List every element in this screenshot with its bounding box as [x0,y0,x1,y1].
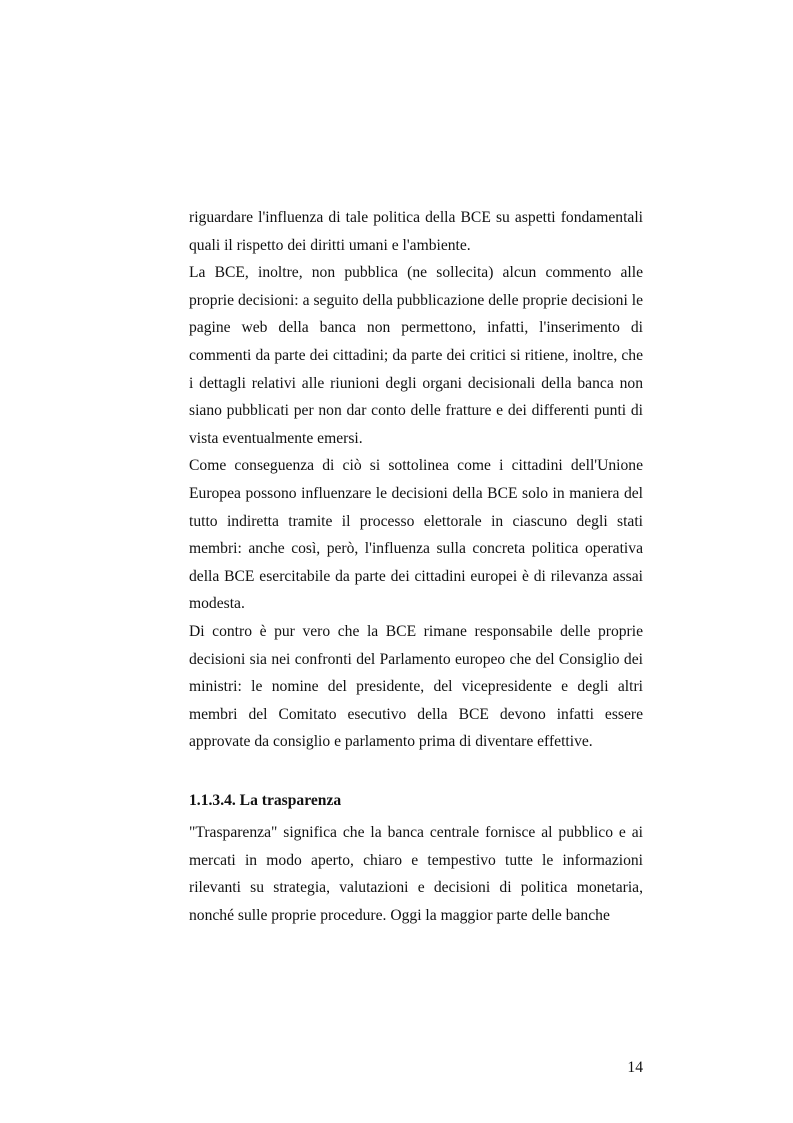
paragraph: La BCE, inoltre, non pubblica (ne sollecita) alcun commento alle proprie decisioni: a seguito della pubblicazione delle proprie decisioni le pagine web della banca non permettono, infatti, l'inserimento di commenti da parte dei cittadini; da parte dei critici si ritiene, inoltre, che i dettagli relativi alle riunioni degli organi decisionali della banca non siano pubblicati per non dar conto delle fratture e dei differenti punti di vista eventualmente emersi. [189,264,643,447]
paragraph: Come conseguenza di ciò si sottolinea come i cittadini dell'Unione Europea possono influenzare le decisioni della BCE solo in maniera del tutto indiretta tramite il processo elettorale in ciascuno degli stati membri: anche così, però, l'influenza sulla concreta politica operativa della BCE esercitabile da parte dei cittadini europei è di rilevanza assai modesta. [189,457,643,613]
paragraph: riguardare l'influenza di tale politica della BCE su aspetti fondamentali quali il rispetto dei diritti umani e l'ambiente. [189,209,643,254]
body-text [189,204,643,756]
section-heading: 1.1.3.4. La trasparenza [189,792,342,809]
paragraph: "Trasparenza" significa che la banca centrale fornisce al pubblico e ai mercati in modo aperto, chiaro e tempestivo tutte le informazioni rilevanti su strategia, valutazioni e decisioni di politica monetaria, nonché sulle proprie procedure. Oggi la maggior parte delle banche [189,824,643,924]
page-number: 14 [627,1059,643,1076]
section-body-text [189,819,643,929]
paragraph: Di contro è pur vero che la BCE rimane responsabile delle proprie decisioni sia nei confronti del Parlamento europeo che del Consiglio dei ministri: le nomine del presidente, del vicepresidente e degli altri membri del Comitato esecutivo della BCE devono infatti essere approvate da consiglio e parlamento prima di diventare effettive. [189,622,643,751]
